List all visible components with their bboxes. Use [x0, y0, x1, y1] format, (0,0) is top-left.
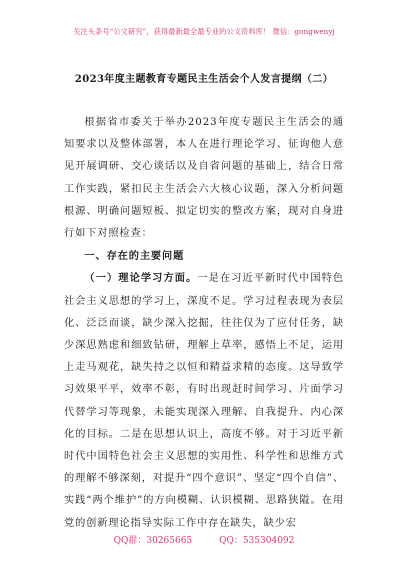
- theory-study-paragraph: [64, 267, 344, 534]
- subsection-text: 一是在习近平新时代中国特色社会主义思想的学习上，深度不足。学习过程表现为表层化、泛泛而谈，缺少深入挖掘，往往仅为了应付任务，缺少深思熟虑和细致钻研，理解上草率，感悟上不足，运用上走马观花，缺失持之以恒和精益求精的态度。这导致学习效果平平，效率不彰，有时出现赶时间学习、片面学习代替学习等现象，未能实现深入理解、自我提升、内心深化的目标。二是在思想认识上，高度不够。对于习近平新时代中国特色社会主义思想的实用性、科学性和思维方式的理解不够深刻，对提升“四个意识”、坚定“四个自信”、实践“两个维护”的方向模糊、认识模糊、思路狭隘。在用党的创新理论指导实际工作中存在缺失，缺少宏: [64, 273, 345, 529]
- subsection-heading: （一）理论学习方面。: [84, 272, 198, 285]
- document-body: [64, 112, 344, 535]
- document-title: 2023年度主题教育专题民主生活会个人发言提纲（二）: [74, 74, 334, 85]
- qq-contact-text: QQ：535304092: [219, 536, 295, 546]
- section-heading: 一、存在的主要问题: [84, 250, 185, 263]
- intro-paragraph: 根据省市委关于举办2023年度专题民主生活会的通知要求以及整体部署，本人在进行理论学习、征询他人意见开展调研、交心谈话以及自省问题的基础上，结合日常工作实践，紧扣民主生活会六大核心议题，深入分析问题根源、明确问题短板、拟定切实的整改方案，现对自身进行如下对照检查：: [64, 117, 344, 240]
- top-promo-banner: 关注头条号“公文研究”，获得最新最全最专业的公文资料库！ 微信：gongwenyj: [73, 27, 335, 36]
- qq-group-text: QQ群：30265665: [113, 536, 193, 546]
- bottom-contact-banner: [0, 533, 408, 546]
